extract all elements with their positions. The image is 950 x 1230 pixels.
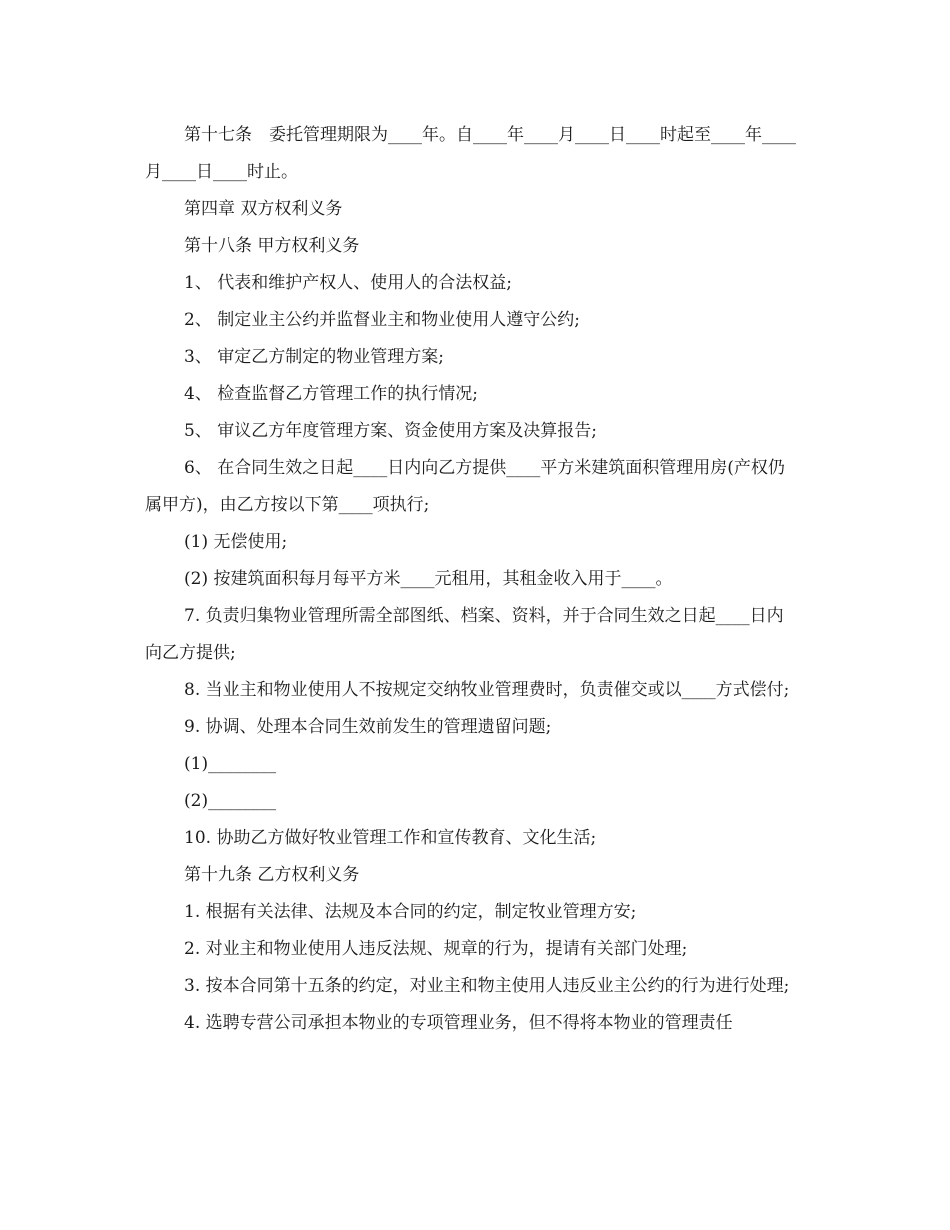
- party-a-item-7: 7. 负责归集物业管理所需全部图纸、档案、资料，并于合同生效之日起____日内向乙方提供;: [145, 606, 784, 663]
- party-a-item-1: 1、 代表和维护产权人、使用人的合法权益;: [184, 273, 512, 293]
- party-a-item-6-option-1: (1) 无偿使用;: [184, 532, 288, 552]
- chapter-4-heading: 第四章 双方权利义务: [184, 199, 343, 219]
- party-a-item-8: 8. 当业主和物业使用人不按规定交纳牧业管理费时，负责催交或以____方式偿付;: [184, 680, 790, 700]
- article-18-heading: 第十八条 甲方权利义务: [184, 236, 360, 256]
- party-a-item-9-blank-1: (1)________: [184, 754, 277, 774]
- party-a-item-4: 4、 检查监督乙方管理工作的执行情况;: [184, 384, 478, 404]
- article-19-heading: 第十九条 乙方权利义务: [184, 865, 360, 885]
- party-b-item-2: 2. 对业主和物业使用人违反法规、规章的行为，提请有关部门处理;: [184, 939, 688, 959]
- article-17-term: 第十七条 委托管理期限为____年。自____年____月____日____时起至____年____月____日____时止。: [145, 125, 796, 182]
- party-a-item-9-blank-2: (2)________: [184, 791, 277, 811]
- party-a-item-10: 10. 协助乙方做好牧业管理工作和宣传教育、文化生活;: [184, 828, 597, 848]
- party-a-item-3: 3、 审定乙方制定的物业管理方案;: [184, 347, 444, 367]
- party-a-item-6-option-2: (2) 按建筑面积每月每平方米____元租用，其租金收入用于____。: [184, 569, 673, 589]
- party-b-item-3: 3. 按本合同第十五条的约定，对业主和物主使用人违反业主公约的行为进行处理;: [184, 976, 790, 996]
- party-b-item-1: 1. 根据有关法律、法规及本合同的约定，制定牧业管理方安;: [184, 902, 637, 922]
- document-body: [145, 117, 800, 1042]
- party-a-item-5: 5、 审议乙方年度管理方案、资金使用方案及决算报告;: [184, 421, 597, 441]
- party-a-item-9: 9. 协调、处理本合同生效前发生的管理遗留问题;: [184, 717, 552, 737]
- party-b-item-4: 4. 选聘专营公司承担本物业的专项管理业务，但不得将本物业的管理责任: [184, 1013, 733, 1033]
- party-a-item-6: 6、 在合同生效之日起____日内向乙方提供____平方米建筑面积管理用房(产权仍属甲方)，由乙方按以下第____项执行;: [145, 458, 785, 515]
- party-a-item-2: 2、 制定业主公约并监督业主和物业使用人遵守公约;: [184, 310, 580, 330]
